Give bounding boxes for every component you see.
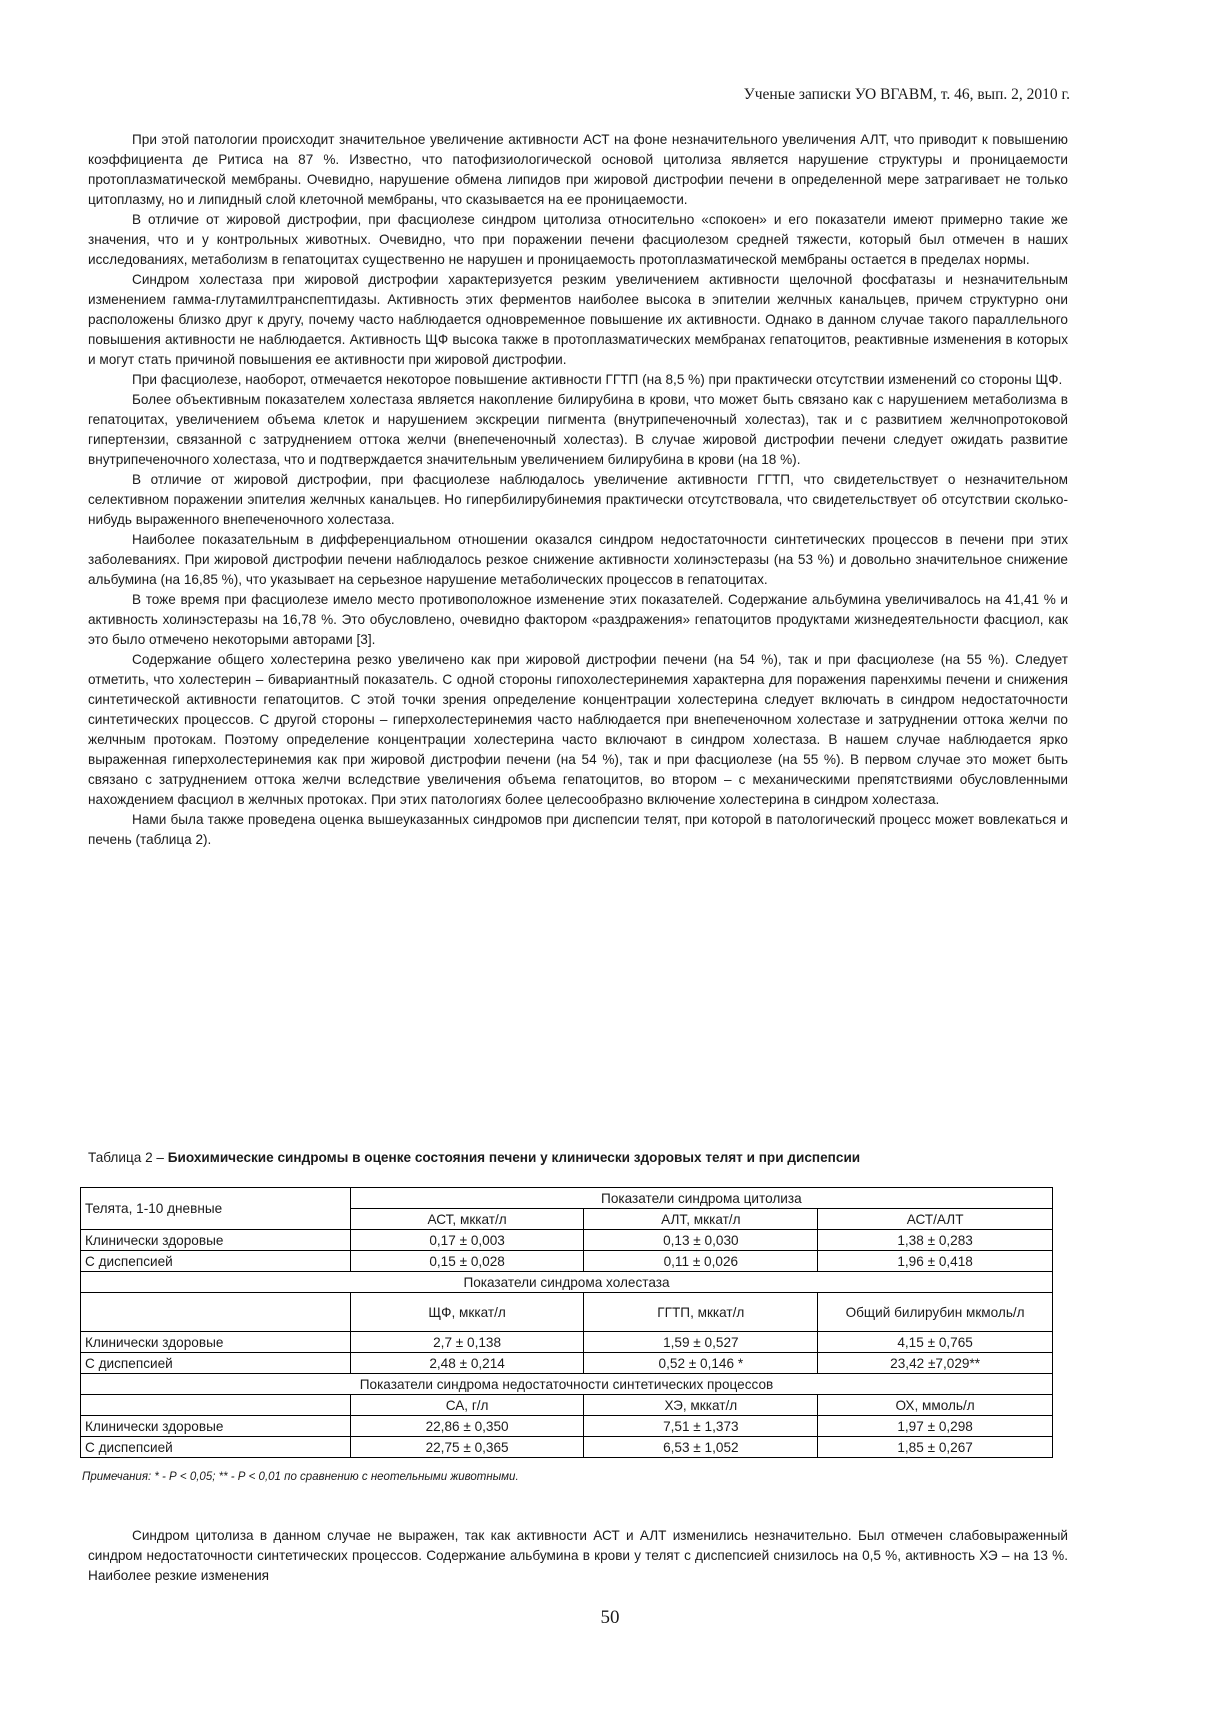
value-cell: 1,96 ± 0,418: [818, 1251, 1053, 1272]
column-header-cell: ГГТП, мккат/л: [584, 1293, 818, 1332]
table-row: [81, 1251, 1053, 1272]
table-row: [81, 1230, 1053, 1251]
row-label-cell: Клинически здоровые: [81, 1230, 351, 1251]
paragraph: В отличие от жировой дистрофии, при фасциолезе синдром цитолиза относительно «спокоен» и его показатели имеют примерно такие же значения, что и у контрольных животных. Очевидно, что при поражении печени фасциолезом средней тяжести, который был отмечен в наших исследованиях, метаболизм в гепатоцитах существенно не нарушен и проницаемость протоплазматической мембраны остается в пределах нормы.: [88, 212, 1068, 267]
value-cell: 0,17 ± 0,003: [350, 1230, 584, 1251]
column-header-cell: ХЭ, мккат/л: [584, 1395, 818, 1416]
column-header-cell: ОХ, ммоль/л: [818, 1395, 1053, 1416]
table-row: [81, 1437, 1053, 1458]
column-header-cell: Общий билирубин мкмоль/л: [818, 1293, 1053, 1332]
row-label-cell: С диспепсией: [81, 1437, 351, 1458]
value-cell: 1,59 ± 0,527: [584, 1332, 818, 1353]
paragraph: В тоже время при фасциолезе имело место противоположное изменение этих показателей. Содержание альбумина увеличивалось на 41,41 % и активность холинэстеразы на 16,78 %. Это обусловлено, очевидно фактором «раздражения» гепатоцитов продуктами жизнедеятельности фасциол, как это было отмечено некоторыми авторами [3].: [88, 592, 1068, 647]
table-2: [80, 1187, 1053, 1458]
value-cell: 2,7 ± 0,138: [350, 1332, 584, 1353]
column-header-cell: ЩФ, мккат/л: [350, 1293, 584, 1332]
table-row: [81, 1272, 1053, 1293]
paragraph: В отличие от жировой дистрофии, при фасциолезе наблюдалось увеличение активности ГГТП, что свидетельствует о незначительном селективном поражении эпителия желчных канальцев. Но гипербилирубинемия практически отсутствовала, что свидетельствует об отсутствии сколько-нибудь выраженного внепеченочного холестаза.: [88, 472, 1068, 527]
page-number: 50: [600, 1607, 620, 1628]
group-title-cell: Показатели синдрома недостаточности синтетических процессов: [81, 1374, 1053, 1395]
table-row: [81, 1332, 1053, 1353]
paragraph: При этой патологии происходит значительное увеличение активности АСТ на фоне незначительного увеличения АЛТ, что приводит к повышению коэффициента де Ритиса на 87 %. Известно, что патофизиологической основой цитолиза является нарушение структуры и проницаемости протоплазматической мембраны. Очевидно, нарушение обмена липидов при жировой дистрофии печени в определенной мере затрагивает не только цитоплазму, но и липидный слой клеточной мембраны, что сказывается на ее проницаемости.: [88, 132, 1068, 207]
empty-cell: [81, 1395, 351, 1416]
value-cell: 0,15 ± 0,028: [350, 1251, 584, 1272]
value-cell: 0,52 ± 0,146 *: [584, 1353, 818, 1374]
table-caption: [88, 1149, 1068, 1167]
row-label-cell: С диспепсией: [81, 1251, 351, 1272]
value-cell: 22,75 ± 0,365: [350, 1437, 584, 1458]
empty-cell: [81, 1293, 351, 1332]
value-cell: 6,53 ± 1,052: [584, 1437, 818, 1458]
value-cell: 1,85 ± 0,267: [818, 1437, 1053, 1458]
column-header-cell: АСТ/АЛТ: [818, 1209, 1053, 1230]
value-cell: 2,48 ± 0,214: [350, 1353, 584, 1374]
body-text: [88, 130, 1068, 850]
table-caption-title: Биохимические синдромы в оценке состояния печени у клинически здоровых телят и при диспепсии: [167, 1150, 861, 1165]
table-row: [81, 1293, 1053, 1332]
table-row: [81, 1416, 1053, 1437]
column-header-cell: АЛТ, мккат/л: [584, 1209, 818, 1230]
paragraph: Наиболее показательным в дифференциальном отношении оказался синдром недостаточности синтетических процессов в печени при этих заболеваниях. При жировой дистрофии печени наблюдалось резкое снижение активности холинэстеразы (на 53 %) и довольно значительное снижение альбумина (на 16,85 %), что указывает на серьезное нарушение метаболических процессов в гепатоцитах.: [88, 532, 1068, 587]
table-caption-prefix: Таблица 2 –: [88, 1150, 168, 1165]
continuation-text: [88, 1526, 1068, 1586]
value-cell: 0,13 ± 0,030: [584, 1230, 818, 1251]
table-row: [81, 1395, 1053, 1416]
table-row: [81, 1188, 1053, 1209]
column-header-cell: АСТ, мккат/л: [350, 1209, 584, 1230]
running-header: Ученые записки УО ВГАВМ, т. 46, вып. 2, 2010 г.: [743, 86, 1070, 103]
row-header-cell: Телята, 1-10 дневные: [81, 1188, 351, 1230]
row-label-cell: Клинически здоровые: [81, 1332, 351, 1353]
group-title-cell: Показатели синдрома холестаза: [81, 1272, 1053, 1293]
paragraph: Синдром цитолиза в данном случае не выражен, так как активности АСТ и АЛТ изменились незначительно. Был отмечен слабовыраженный синдром недостаточности синтетических процессов. Содержание альбумина в крови у телят с диспепсией снизилось на 0,5 %, активность ХЭ – на 13 %. Наиболее резкие изменения: [88, 1528, 1068, 1583]
value-cell: 23,42 ±7,029**: [818, 1353, 1053, 1374]
paragraph: Содержание общего холестерина резко увеличено как при жировой дистрофии печени (на 54 %), так и при фасциолезе (на 55 %). Следует отметить, что холестерин – бивариантный показатель. С одной стороны гипохолестеринемия характерна для поражения паренхимы печени и снижения синтетической активности гепатоцитов. С этой точки зрения определение концентрации холестерина следует включать в синдром недостаточности синтетических процессов. С другой стороны – гиперхолестеринемия часто наблюдается при внепеченочном холестазе и затруднении оттока желчи по желчным протокам. Поэтому определение концентрации холестерина часто включают в синдром холестаза. В нашем случае наблюдается ярко выраженная гиперхолестеринемия как при жировой дистрофии печени (на 54 %), так и при фасциолезе (на 55 %). В первом случае это может быть связано с затруднением оттока желчи вследствие увеличения объема гепатоцитов, во втором – с механическими препятствиями обусловленными нахождением фасциол в желчных протоках. При этих патологиях более целесообразно включение холестерина в синдром холестаза.: [88, 652, 1068, 807]
group-title-cell: Показатели синдрома цитолиза: [350, 1188, 1052, 1209]
table-row: [81, 1374, 1053, 1395]
table-note: Примечания: * - Р < 0,05; ** - Р < 0,01 по сравнению с неотельными животными.: [82, 1471, 519, 1483]
value-cell: 1,38 ± 0,283: [818, 1230, 1053, 1251]
row-label-cell: С диспепсией: [81, 1353, 351, 1374]
value-cell: 22,86 ± 0,350: [350, 1416, 584, 1437]
paragraph: Синдром холестаза при жировой дистрофии характеризуется резким увеличением активности щелочной фосфатазы и незначительным изменением гамма-глутамилтранспептидазы. Активность этих ферментов наиболее высока в эпителии желчных канальцев, причем структурно они расположены близко друг к другу, почему часто наблюдается одновременное повышение их активности. Однако в данном случае такого параллельного повышения активности не наблюдается. Активность ЩФ высока также в протоплазматических мембранах гепатоцитов, реактивные изменения в которых и могут стать причиной повышения ее активности при жировой дистрофии.: [88, 272, 1068, 367]
paragraph: Более объективным показателем холестаза является накопление билирубина в крови, что может быть связано как с нарушением метаболизма в гепатоцитах, увеличением объема клеток и нарушением экскреции пигмента (внутрипеченочный холестаз), так и с развитием желчнопротоковой гипертензии, связанной с затруднением оттока желчи (внепеченочный холестаз). В случае жировой дистрофии печени следует ожидать развитие внутрипеченочного холестаза, что и подтверждается значительным увеличением билирубина в крови (на 18 %).: [88, 392, 1068, 467]
value-cell: 4,15 ± 0,765: [818, 1332, 1053, 1353]
paragraph: При фасциолезе, наоборот, отмечается некоторое повышение активности ГГТП (на 8,5 %) при практически отсутствии изменений со стороны ЩФ.: [132, 372, 1063, 387]
value-cell: 0,11 ± 0,026: [584, 1251, 818, 1272]
value-cell: 7,51 ± 1,373: [584, 1416, 818, 1437]
paragraph: Нами была также проведена оценка вышеуказанных синдромов при диспепсии телят, при которой в патологический процесс может вовлекаться и печень (таблица 2).: [88, 812, 1068, 847]
column-header-cell: СА, г/л: [350, 1395, 584, 1416]
row-label-cell: Клинически здоровые: [81, 1416, 351, 1437]
table-row: [81, 1353, 1053, 1374]
value-cell: 1,97 ± 0,298: [818, 1416, 1053, 1437]
